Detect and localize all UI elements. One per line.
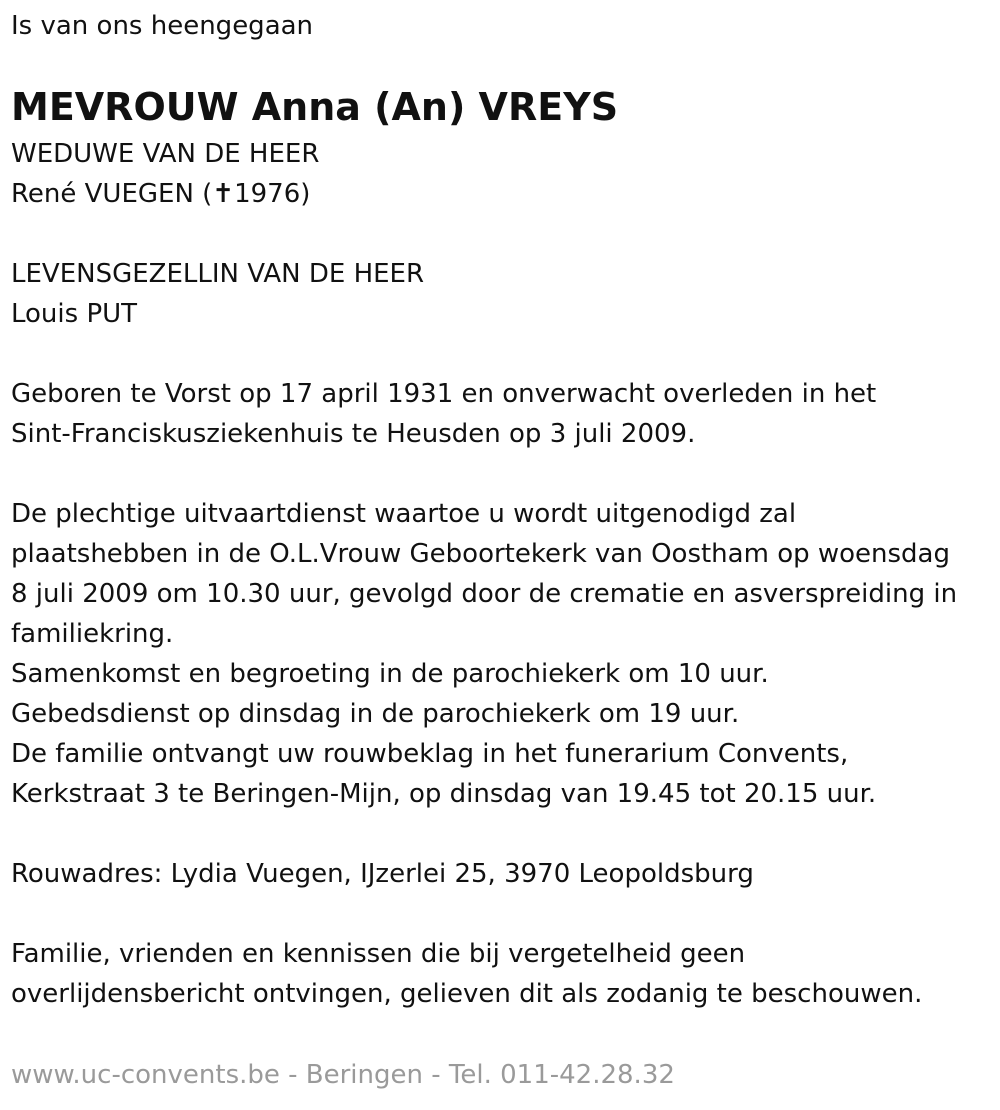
paragraph-line: Sint-Franciskusziekenhuis te Heusden op 3 juli 2009. <box>11 419 696 449</box>
paragraph-line: Gebedsdienst op dinsdag in de parochiekerk om 19 uur. <box>11 699 740 729</box>
paragraph-line: Geboren te Vorst op 17 april 1931 en onverwacht overleden in het <box>11 379 877 409</box>
intro-text: Is van ons heengegaan <box>11 11 314 41</box>
spouse-title: WEDUWE VAN DE HEER <box>11 139 320 169</box>
spouse-name: René VUEGEN (✝1976) <box>11 179 311 209</box>
partner-name: Louis PUT <box>11 299 138 329</box>
paragraph-line: Kerkstraat 3 te Beringen-Mijn, op dinsdag van 19.45 tot 20.15 uur. <box>11 779 877 809</box>
paragraph-line: Familie, vrienden en kennissen die bij vergetelheid geen <box>11 939 746 969</box>
paragraph-line: De familie ontvangt uw rouwbeklag in het funerarium Convents, <box>11 739 849 769</box>
footer-contact: www.uc-convents.be - Beringen - Tel. 011-42.28.32 <box>11 1060 675 1090</box>
paragraph-line: Samenkomst en begroeting in de parochiekerk om 10 uur. <box>11 659 769 689</box>
closing-paragraph <box>11 934 922 1014</box>
birth-death-paragraph <box>11 374 876 454</box>
paragraph-line: 8 juli 2009 om 10.30 uur, gevolgd door de crematie en asverspreiding in <box>11 579 958 609</box>
address-line: Rouwadres: Lydia Vuegen, IJzerlei 25, 3970 Leopoldsburg <box>11 859 754 889</box>
paragraph-line: De plechtige uitvaartdienst waartoe u wordt uitgenodigd zal <box>11 499 797 529</box>
paragraph-line: familiekring. <box>11 619 174 649</box>
mourning-address <box>11 854 754 894</box>
paragraph-line: overlijdensbericht ontvingen, gelieven dit als zodanig te beschouwen. <box>11 979 923 1009</box>
ceremony-paragraph <box>11 494 957 814</box>
spouse-block <box>11 134 319 214</box>
paragraph-line: plaatshebben in de O.L.Vrouw Geboortekerk van Oostham op woensdag <box>11 539 950 569</box>
partner-title: LEVENSGEZELLIN VAN DE HEER <box>11 259 425 289</box>
partner-block <box>11 254 424 334</box>
deceased-name: MEVROUW Anna (An) VREYS <box>11 85 619 129</box>
